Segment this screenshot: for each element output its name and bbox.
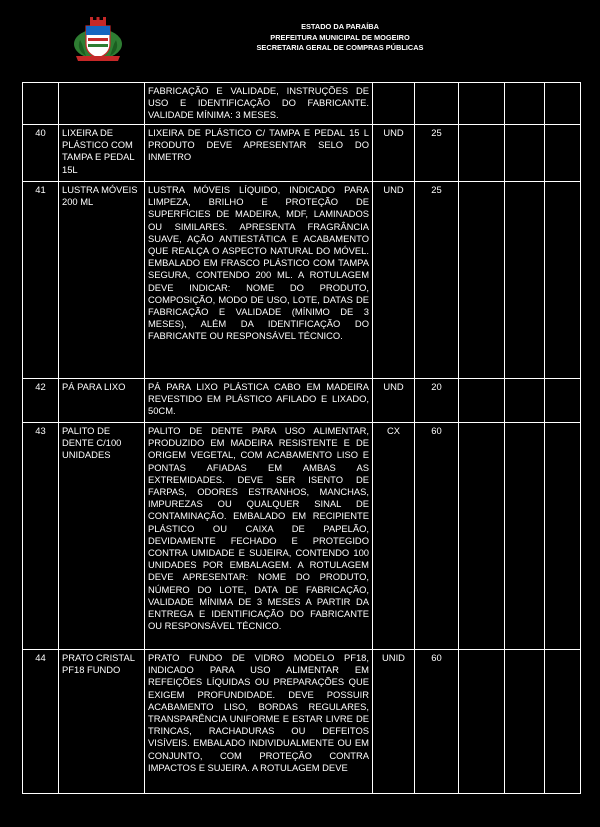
coat-of-arms-icon xyxy=(72,14,124,62)
table-row xyxy=(23,182,581,379)
header-state: ESTADO DA PARAÍBA xyxy=(301,22,379,31)
total-price-cell xyxy=(505,83,545,125)
unit-price-cell xyxy=(459,650,505,794)
brand-cell xyxy=(545,423,581,650)
brand-cell xyxy=(545,83,581,125)
item-unit: UND xyxy=(373,125,415,182)
item-number: 43 xyxy=(23,423,59,650)
unit-price-cell xyxy=(459,423,505,650)
item-quantity: 60 xyxy=(415,423,459,650)
item-description: LUSTRA MÓVEIS LÍQUIDO, INDICADO PARA LIMPEZA, BRILHO E PROTEÇÃO DE SUPERFÍCIES DE MADEIRA, MDF, LAMINADOS OU SIMILARES. APRESENTA FRAGRÂNCIA SUAVE, AÇÃO ANTIESTÁTICA E ACABAMENTO QUE REALÇA O ASPECTO NATURAL DO MÓVEL. EMBALADO EM FRASCO PLÁSTICO COM TAMPA SEGURA, CONTENDO 200 ML. A ROTULAGEM DEVE INDICAR: NOME DO PRODUTO, COMPOSIÇÃO, MODO DE USO, LOTE, DATAS DE FABRICAÇÃO E VALIDADE (MÍNIMO DE 3 MESES), ALÉM DA IDENTIFICAÇÃO DO FABRICANTE OU RESPONSÁVEL TÉCNICO. xyxy=(145,182,373,379)
item-number: 40 xyxy=(23,125,59,182)
table-row xyxy=(23,650,581,794)
item-quantity xyxy=(415,83,459,125)
item-name xyxy=(59,83,145,125)
item-description: LIXEIRA DE PLÁSTICO C/ TAMPA E PEDAL 15 L PRODUTO DEVE APRESENTAR SELO DO INMETRO xyxy=(145,125,373,182)
item-unit: UND xyxy=(373,182,415,379)
item-quantity: 25 xyxy=(415,125,459,182)
total-price-cell xyxy=(505,182,545,379)
item-quantity: 60 xyxy=(415,650,459,794)
item-unit: CX xyxy=(373,423,415,650)
item-description: FABRICAÇÃO E VALIDADE, INSTRUÇÕES DE USO E IDENTIFICAÇÃO DO FABRICANTE. VALIDADE MÍNIMA: 3 MESES. xyxy=(145,83,373,125)
document-header xyxy=(200,22,480,54)
item-name: PRATO CRISTAL PF18 FUNDO xyxy=(59,650,145,794)
item-name: LIXEIRA DE PLÁSTICO COM TAMPA E PEDAL 15L xyxy=(59,125,145,182)
brand-cell xyxy=(545,182,581,379)
unit-price-cell xyxy=(459,182,505,379)
item-quantity: 20 xyxy=(415,379,459,423)
total-price-cell xyxy=(505,379,545,423)
unit-price-cell xyxy=(459,125,505,182)
table-row xyxy=(23,83,581,125)
item-number: 41 xyxy=(23,182,59,379)
item-name: LUSTRA MÓVEIS 200 ML xyxy=(59,182,145,379)
item-description: PÁ PARA LIXO PLÁSTICA CABO EM MADEIRA REVESTIDO EM PLÁSTICO AFILADO E LIXADO, 50CM. xyxy=(145,379,373,423)
total-price-cell xyxy=(505,125,545,182)
brand-cell xyxy=(545,650,581,794)
table-row xyxy=(23,125,581,182)
total-price-cell xyxy=(505,650,545,794)
item-name: PALITO DE DENTE C/100 UNIDADES xyxy=(59,423,145,650)
item-unit xyxy=(373,83,415,125)
item-unit: UND xyxy=(373,379,415,423)
header-city: PREFEITURA MUNICIPAL DE MOGEIRO xyxy=(270,32,410,42)
item-number xyxy=(23,83,59,125)
item-description: PALITO DE DENTE PARA USO ALIMENTAR, PRODUZIDO EM MADEIRA RESISTENTE E DE ORIGEM VEGETAL, COM ACABAMENTO LISO E PONTAS AFIADAS EM AMBAS AS EXTREMIDADES. DEVE SER ISENTO DE FARPAS, ODORES ESTRANHOS, MANCHAS, IMPUREZAS OU QUALQUER SINAL DE CONTAMINAÇÃO. EMBALADO EM RECIPIENTE PLÁSTICO OU CAIXA DE PAPELÃO, DEVIDAMENTE FECHADO E PROTEGIDO CONTRA UMIDADE E SUJEIRA, CONTENDO 100 UNIDADES POR EMBALAGEM. A ROTULAGEM DEVE APRESENTAR: NOME DO PRODUTO, NÚMERO DO LOTE, DATA DE FABRICAÇÃO, VALIDADE MÍNIMA DE 3 MESES A PARTIR DA ENTREGA E IDENTIFICAÇÃO DO FABRICANTE OU RESPONSÁVEL TÉCNICO. xyxy=(145,423,373,650)
item-number: 44 xyxy=(23,650,59,794)
item-unit: UNID xyxy=(373,650,415,794)
item-quantity: 25 xyxy=(415,182,459,379)
item-description: PRATO FUNDO DE VIDRO MODELO PF18, INDICADO PARA USO ALIMENTAR EM REFEIÇÕES LÍQUIDAS OU PREPARAÇÕES QUE EXIGEM PROFUNDIDADE. DEVE POSSUIR ACABAMENTO LISO, BORDAS REGULARES, TRANSPARÊNCIA UNIFORME E ESTAR LIVRE DE TRINCAS, RACHADURAS OU DEFEITOS VISÍVEIS. EMBALADO INDIVIDUALMENTE OU EM CONJUNTO, COM PROTEÇÃO CONTRA IMPACTOS E SUJEIRA. A ROTULAGEM DEVE xyxy=(145,650,373,794)
unit-price-cell xyxy=(459,379,505,423)
brand-cell xyxy=(545,379,581,423)
unit-price-cell xyxy=(459,83,505,125)
items-table xyxy=(22,82,581,794)
header-office: SECRETARIA GERAL DE COMPRAS PÚBLICAS xyxy=(256,43,424,52)
table-row xyxy=(23,423,581,650)
table-row xyxy=(23,379,581,423)
item-name: PÁ PARA LIXO xyxy=(59,379,145,423)
brand-cell xyxy=(545,125,581,182)
total-price-cell xyxy=(505,423,545,650)
item-number: 42 xyxy=(23,379,59,423)
